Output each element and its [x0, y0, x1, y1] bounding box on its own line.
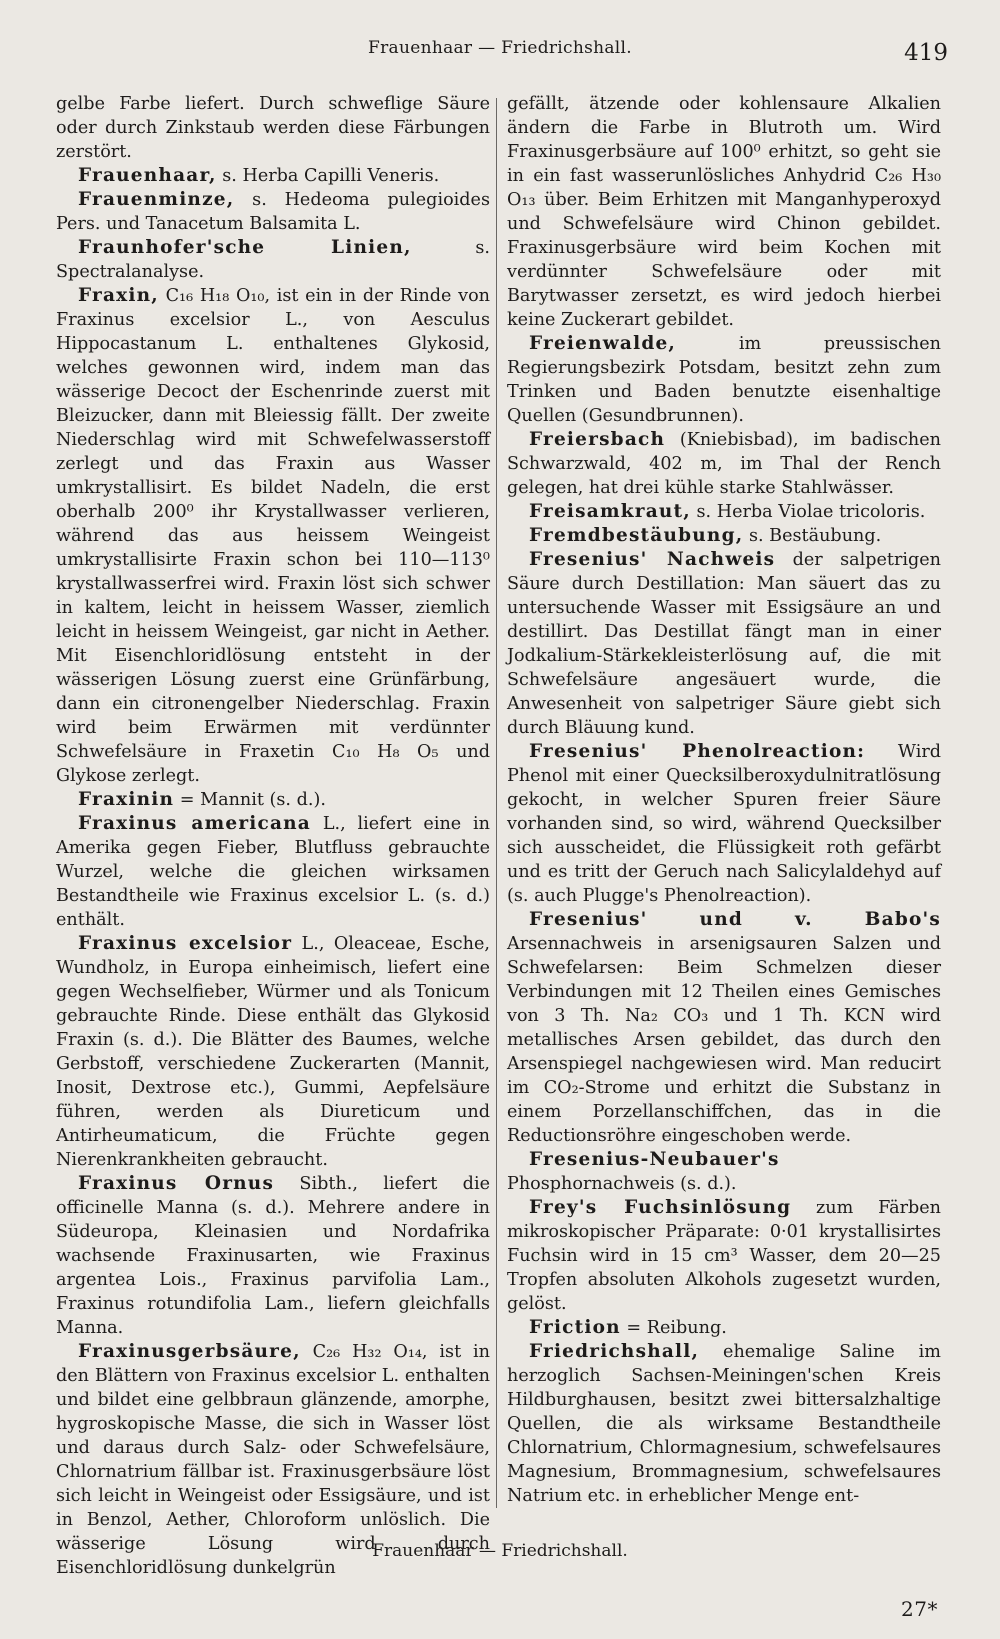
entry-lemma: Fraxinusgerbsäure, [78, 1341, 301, 1362]
dictionary-entry [56, 92, 490, 164]
left-column [56, 92, 490, 1580]
entry-text: im preussischen Regierungsbezirk Potsdam, besitzt zehn zum Trinken und Baden benutzte eisenhaltige Quellen (Gesundbrunnen). [507, 334, 941, 426]
entry-text: Sibth., liefert die officinelle Manna (s. d.). Mehrere andere in Südeuropa, Kleinasien und Nordafrika wachsende Fraxinusarten, wie Fraxinus argentea Lois., Fraxinus parvifolia Lam., Fraxinus rotundifolia Lam., liefern gleichfalls Manna. [56, 1174, 490, 1338]
entry-lemma: Frauenminze, [78, 189, 235, 210]
entry-text: s. Herba Violae tricoloris. [690, 502, 926, 522]
entry-text: C₁₆ H₁₈ O₁₀, ist ein in der Rinde von Fraxinus excelsior L., von Aesculus Hippocastanum L. enthaltenes Glykosid, welches gewonnen wird, indem man das wässerige Decoct der Eschenrinde zuerst mit Bleizucker, dann mit Bleiessig fällt. Der zweite Niederschlag wird mit Schwefelwasserstoff zerlegt und das Fraxin aus Wasser umkrystallisirt. Es bildet Nadeln, die erst oberhalb 200⁰ ihr Krystallwasser verlieren, während das aus heissem Weingeist umkrystallisirte Fraxin schon bei 110—113⁰ krystallwasserfrei wird. Fraxin löst sich schwer in kaltem, leicht in heissem Wasser, ziemlich leicht in heissem Weingeist, gar nicht in Aether. Mit Eisenchloridlösung entsteht in der wässerigen Lösung zuerst eine Grünfärbung, dann ein citronengelber Niederschlag. Fraxin wird beim Erwärmen mit verdünnter Schwefelsäure in Fraxetin C₁₀ H₈ O₅ und Glykose zerlegt. [56, 286, 490, 786]
entry-lemma: Fresenius' Phenolreaction: [529, 741, 866, 762]
entry-text: = Mannit (s. d.). [174, 790, 326, 810]
dictionary-entry [507, 740, 941, 908]
entry-lemma: Fremdbestäubung, [529, 525, 744, 546]
entry-lemma: Fraxin, [78, 285, 159, 306]
entry-lemma: Freiersbach [529, 429, 666, 450]
entry-text: (Kniebisbad), im badischen Schwarzwald, 402 m, im Thal der Rench gelegen, hat drei kühle starke Stahlwässer. [507, 430, 941, 498]
entry-lemma: Frey's Fuchsinlösung [529, 1197, 792, 1218]
entry-text: = Reibung. [620, 1318, 727, 1338]
dictionary-entry [507, 1340, 941, 1508]
entry-text: s. Bestäubung. [743, 526, 882, 546]
entry-text: der salpetrigen Säure durch Destillation: Man säuert das zu untersuchende Wasser mit Essigsäure an und destillirt. Das Destillat fängt man in einer Jodkalium-Stärkekleisterlösung auf, die mit Schwefelsäure angesäuert wurde, die Anwesenheit von salpetriger Säure giebt sich durch Bläuung kund. [507, 550, 942, 738]
dictionary-entry [507, 524, 941, 548]
dictionary-entry [507, 1316, 941, 1340]
entry-text: gefällt, ätzende oder kohlensaure Alkalien ändern die Farbe in Blutroth um. Wird Fraxinusgerbsäure auf 100⁰ erhitzt, so geht sie in ein fast wasserunlösliches Anhydrid C₂₆ H₃₀ O₁₃ über. Beim Erhitzen mit Manganhyperoxyd und Schwefelsäure wird Chinon gebildet. Fraxinusgerbsäure wird beim Kochen mit verdünnter Schwefelsäure oder mit Barytwasser zersetzt, es wird jedoch hierbei keine Zuckerart gebildet. [507, 94, 941, 330]
entry-text: s. Hedeoma pulegioides Pers. und Tanacetum Balsamita L. [56, 190, 490, 234]
entry-lemma: Fraxinin [78, 789, 175, 810]
entry-text: s. Spectralanalyse. [56, 238, 490, 282]
dictionary-entry [56, 236, 490, 284]
dictionary-entry [507, 500, 941, 524]
dictionary-entry [507, 92, 941, 332]
dictionary-entry [507, 1196, 941, 1316]
entry-text: gelbe Farbe liefert. Durch schweflige Säure oder durch Zinkstaub werden diese Färbungen zerstört. [56, 94, 490, 162]
entry-lemma: Fresenius' und v. Babo's [529, 909, 941, 930]
dictionary-entry [56, 1172, 490, 1340]
entry-text: C₂₆ H₃₂ O₁₄, ist in den Blättern von Fraxinus excelsior L. enthalten und bildet eine gelbbraun glänzende, amorphe, hygroskopische Masse, die sich in Wasser löst und daraus durch Salz- oder Schwefelsäure, Chlornatrium fällbar ist. Fraxinusgerbsäure löst sich leicht in Weingeist oder Essigsäure, und ist in Benzol, Aether, Chloroform unlöslich. Die wässerige Lösung wird durch Eisenchloridlösung dunkelgrün [56, 1342, 490, 1578]
dictionary-entry [507, 548, 941, 740]
dictionary-entry [56, 932, 490, 1172]
dictionary-entry [507, 908, 941, 1148]
entry-text: L., Oleaceae, Esche, Wundholz, in Europa einheimisch, liefert eine gegen Wechselfieber, Würmer und als Tonicum gebrauchte Rinde. Diese enthält das Glykosid Fraxin (s. d.). Die Blätter des Baumes, welche Gerbstoff, verschiedene Zuckerarten (Mannit, Inosit, Dextrose etc.), Gummi, Aepfelsäure führen, werden als Diureticum und Antirheumaticum, die Früchte gegen Nierenkrankheiten gebraucht. [56, 934, 490, 1170]
dictionary-entry [56, 812, 490, 932]
entry-lemma: Frauenhaar, [78, 165, 217, 186]
dictionary-entry [507, 332, 941, 428]
entry-lemma: Freisamkraut, [529, 501, 691, 522]
dictionary-entry [56, 188, 490, 236]
entry-lemma: Friedrichshall, [529, 1341, 700, 1362]
dictionary-entry [507, 1148, 941, 1196]
entry-lemma: Friction [529, 1317, 621, 1338]
entry-text: Wird Phenol mit einer Quecksilberoxydulnitratlösung gekocht, in welcher Spuren freier Säure vorhanden sind, so wird, während Quecksilber sich ausscheidet, die Flüssigkeit roth gefärbt und es tritt der Geruch nach Salicylaldehyd auf (s. auch Plugge's Phenolreaction). [507, 742, 941, 906]
entry-text: zum Färben mikroskopischer Präparate: 0·01 krystallisirtes Fuchsin wird in 15 cm³ Wasser, dem 20—25 Tropfen absoluten Alkohols zugesetzt wurden, gelöst. [507, 1198, 941, 1314]
dictionary-entry [56, 164, 490, 188]
column-divider [496, 98, 497, 1508]
dictionary-entry [56, 284, 490, 788]
entry-lemma: Freienwalde, [529, 333, 677, 354]
page-number: 419 [904, 40, 948, 66]
sheet-signature: 27* [901, 1597, 938, 1621]
running-head: Frauenhaar — Friedrichshall. [368, 38, 632, 58]
entry-lemma: Fraxinus Ornus [78, 1173, 275, 1194]
entry-text: s. Herba Capilli Veneris. [216, 166, 440, 186]
entry-text: ehemalige Saline im herzoglich Sachsen-Meiningen'schen Kreis Hildburghausen, besitzt zwei bittersalzhaltige Quellen, die als wirksame Bestandtheile Chlornatrium, Chlormagnesium, schwefelsaures Magnesium, Brommagnesium, schwefelsaures Natrium etc. in erheblicher Menge ent- [507, 1342, 941, 1506]
footer-running-title: Frauenhaar — Friedrichshall. [372, 1541, 628, 1561]
dictionary-entry [507, 428, 941, 500]
entry-text: Arsennachweis in arsenigsauren Salzen und Schwefelarsen: Beim Schmelzen dieser Verbindungen mit 12 Theilen eines Gemisches von 3 Th. Na₂ CO₃ und 1 Th. KCN wird metallisches Arsen gebildet, das durch den Arsenspiegel nachgewiesen wird. Man reducirt im CO₂-Strome und erhitzt die Substanz in einem Porzellanschiffchen, das in die Reductionsröhre eingeschoben werde. [507, 934, 941, 1146]
entry-lemma: Fraunhofer'sche Linien, [78, 237, 412, 258]
dictionary-entry [56, 788, 490, 812]
entry-lemma: Fresenius-Neubauer's [529, 1149, 780, 1170]
entry-lemma: Fraxinus americana [78, 813, 311, 834]
right-column [507, 92, 941, 1508]
entry-lemma: Fresenius' Nachweis [529, 549, 776, 570]
entry-text: Phosphornachweis (s. d.). [507, 1174, 737, 1194]
entry-lemma: Fraxinus excelsior [78, 933, 293, 954]
entry-text: L., liefert eine in Amerika gegen Fieber, Blutfluss gebrauchte Wurzel, welche die gleichen wirksamen Bestandtheile wie Fraxinus excelsior L. (s. d.) enthält. [56, 814, 490, 930]
